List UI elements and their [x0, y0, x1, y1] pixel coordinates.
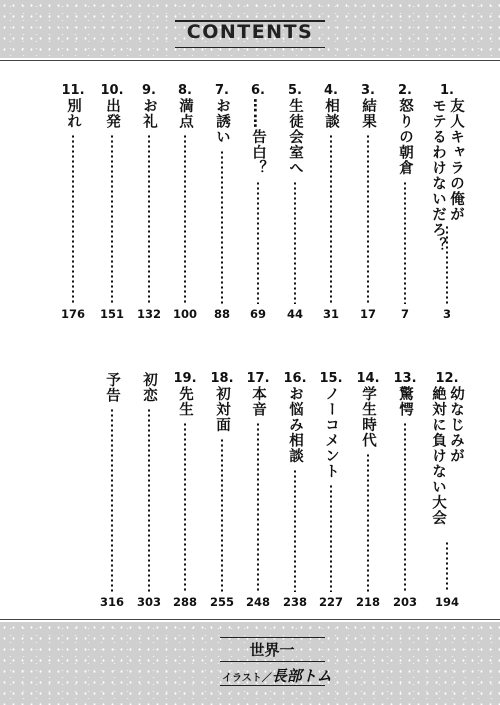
- toc-entry-17[interactable]: [245, 372, 271, 608]
- chapter-title: ……告白？: [250, 98, 266, 176]
- dot-leader: [404, 422, 406, 592]
- page-number: 3: [442, 307, 451, 321]
- toc-entry-11[interactable]: [60, 84, 86, 320]
- page-number: 238: [282, 595, 307, 609]
- chapter-title: 先生: [177, 386, 193, 417]
- toc-entry-preview[interactable]: [99, 372, 125, 608]
- credit-rule-bottom: [220, 685, 325, 686]
- page-title: CONTENTS: [175, 14, 325, 50]
- chapter-title: お悩み相談: [287, 386, 303, 464]
- toc-entry-1[interactable]: [427, 84, 467, 320]
- chapter-number: 8.: [178, 83, 192, 98]
- toc-entry-first-love[interactable]: [136, 372, 162, 608]
- page-number: 316: [99, 595, 124, 609]
- chapter-number: 11.: [61, 83, 85, 98]
- chapter-number: 7.: [215, 83, 229, 98]
- toc-entry-12[interactable]: [427, 372, 467, 608]
- chapter-title: 出発: [104, 98, 120, 129]
- chapter-title: お誘い: [214, 98, 230, 145]
- toc-entry-6[interactable]: [245, 84, 271, 320]
- illustrator-name: 長部トム: [271, 667, 332, 685]
- dot-leader: [257, 181, 259, 305]
- dot-leader: [404, 181, 406, 305]
- page-number: 7: [400, 307, 409, 321]
- toc-entry-16[interactable]: [282, 372, 308, 608]
- toc-entry-9[interactable]: [136, 84, 162, 320]
- page-number: 88: [213, 307, 230, 321]
- divider-top: [0, 60, 500, 61]
- toc-entry-7[interactable]: [209, 84, 235, 320]
- dot-leader: [294, 181, 296, 305]
- page-number: 255: [209, 595, 234, 609]
- chapter-title: ノーコメント: [323, 386, 339, 479]
- page-number: 218: [355, 595, 380, 609]
- chapter-title: お礼: [141, 98, 157, 129]
- chapter-number: 1.: [440, 83, 454, 98]
- chapter-title: 初対面: [214, 386, 230, 433]
- chapter-number: 18.: [210, 371, 234, 386]
- page-number: 203: [392, 595, 417, 609]
- chapter-title: 満点: [177, 98, 193, 129]
- dot-leader: [294, 469, 296, 593]
- chapter-title: 驚愕: [397, 386, 413, 417]
- page-number: 17: [359, 307, 376, 321]
- toc-entry-5[interactable]: [282, 84, 308, 320]
- chapter-title: 生徒会室へ: [287, 98, 303, 176]
- toc-entry-19[interactable]: [172, 372, 198, 608]
- toc-entry-8[interactable]: [172, 84, 198, 320]
- illustrator-credit: [222, 665, 332, 686]
- page-number: 132: [136, 307, 161, 321]
- dot-leader: [367, 134, 369, 304]
- page-number: 303: [136, 595, 161, 609]
- chapter-title: 友人キャラの俺が モテるわけないだろ？: [430, 98, 464, 253]
- chapter-number: 12.: [435, 371, 459, 386]
- page-number: 194: [434, 595, 459, 609]
- dot-leader: [111, 408, 113, 592]
- toc-entry-4[interactable]: [318, 84, 344, 320]
- chapter-title: 幼なじみが 絶対に負けない大会: [430, 386, 464, 526]
- page-number: 176: [60, 307, 85, 321]
- page-number: 100: [172, 307, 197, 321]
- dot-leader: [111, 134, 113, 304]
- chapter-title: 結果: [360, 98, 376, 129]
- toc-entry-3[interactable]: [355, 84, 381, 320]
- dot-leader: [184, 134, 186, 304]
- credit-rule-middle: [220, 661, 325, 662]
- dot-leader: [184, 422, 186, 592]
- chapter-title: 初恋: [141, 372, 157, 403]
- chapter-title: 予告: [104, 372, 120, 403]
- chapter-title: 相談: [323, 98, 339, 129]
- divider-bottom: [0, 619, 500, 620]
- chapter-number: 14.: [356, 371, 380, 386]
- page-number: 69: [249, 307, 266, 321]
- chapter-number: 3.: [361, 83, 375, 98]
- toc-entry-2[interactable]: [392, 84, 418, 320]
- illustration-label: イラスト／: [222, 673, 272, 684]
- dot-leader: [446, 541, 448, 592]
- page-number: 248: [245, 595, 270, 609]
- toc-entry-13[interactable]: [392, 372, 418, 608]
- chapter-number: 19.: [173, 371, 197, 386]
- credit-rule-top: [220, 637, 325, 638]
- page-number: 227: [318, 595, 343, 609]
- chapter-title: 学生時代: [360, 386, 376, 448]
- dot-leader: [148, 134, 150, 304]
- dot-leader: [221, 150, 223, 305]
- dot-leader: [148, 408, 150, 592]
- toc-entry-18[interactable]: [209, 372, 235, 608]
- chapter-title: 別れ: [65, 98, 81, 129]
- toc-entry-10[interactable]: [99, 84, 125, 320]
- author-name: 世界一: [249, 641, 295, 659]
- chapter-number: 13.: [393, 371, 417, 386]
- chapter-number: 4.: [324, 83, 338, 98]
- chapter-number: 17.: [246, 371, 270, 386]
- page-number: 288: [172, 595, 197, 609]
- chapter-number: 16.: [283, 371, 307, 386]
- chapter-number: 10.: [100, 83, 124, 98]
- chapter-title: 怒りの朝倉: [397, 98, 413, 176]
- toc-entry-15[interactable]: [318, 372, 344, 608]
- dot-leader: [221, 438, 223, 593]
- dot-leader: [446, 225, 448, 304]
- chapter-title: 本音: [250, 386, 266, 417]
- page-number: 44: [286, 307, 303, 321]
- chapter-number: 6.: [251, 83, 265, 98]
- dot-leader: [330, 134, 332, 304]
- dot-leader: [330, 484, 332, 592]
- chapter-number: 2.: [398, 83, 412, 98]
- page-number: 31: [322, 307, 339, 321]
- toc-entry-14[interactable]: [355, 372, 381, 608]
- chapter-number: 9.: [142, 83, 156, 98]
- dot-leader: [257, 422, 259, 592]
- chapter-number: 15.: [319, 371, 343, 386]
- dot-leader: [367, 453, 369, 592]
- footer-band: [0, 622, 500, 705]
- chapter-number: 5.: [288, 83, 302, 98]
- dot-leader: [72, 134, 74, 304]
- page-number: 151: [99, 307, 124, 321]
